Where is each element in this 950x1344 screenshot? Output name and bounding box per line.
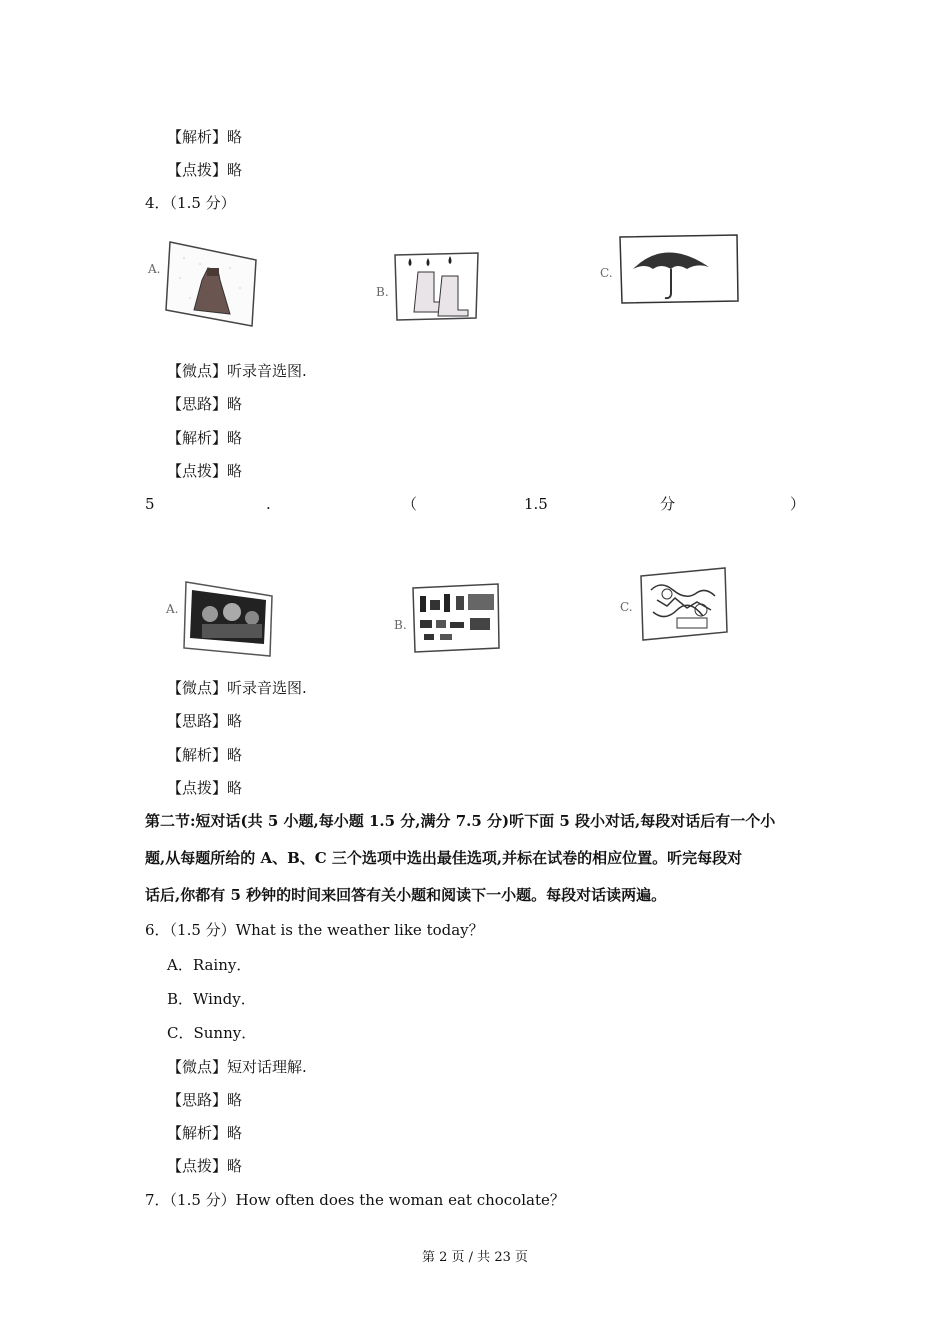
q6-option-c: C．Sunny． bbox=[167, 1024, 257, 1042]
q4-option-c-label: C. bbox=[600, 266, 613, 280]
raincoat-picture bbox=[160, 238, 260, 330]
q5-option-a-label: A. bbox=[166, 602, 179, 616]
q6-option-a: A．Rainy． bbox=[167, 956, 252, 974]
tag-approach: 【思路】略 bbox=[167, 1091, 243, 1109]
tag-tip: 【点拨】略 bbox=[167, 161, 243, 179]
sketch-picture bbox=[637, 566, 731, 644]
boots-picture bbox=[392, 250, 482, 322]
q6-option-b: B．Windy． bbox=[167, 990, 256, 1008]
q7-question: 7．（1.5 分）How often does the woman eat chocolate？ bbox=[145, 1191, 565, 1209]
tag-tip: 【点拨】略 bbox=[167, 462, 243, 480]
q5-option-b-label: B. bbox=[394, 618, 407, 632]
tag-approach: 【思路】略 bbox=[167, 395, 243, 413]
tag-point: 【微点】听录音选图. bbox=[167, 679, 307, 697]
umbrella-picture bbox=[617, 233, 741, 307]
tag-point: 【微点】听录音选图. bbox=[167, 362, 307, 380]
section-instructions-line-2: 题,从每题所给的 A、B、C 三个选项中选出最佳选项,并标在试卷的相应位置。听完每段对 bbox=[145, 849, 743, 867]
tag-analysis: 【解析】略 bbox=[167, 429, 243, 447]
q5-option-c-label: C. bbox=[620, 600, 633, 614]
tag-analysis: 【解析】略 bbox=[167, 746, 243, 764]
q6-question: 6．（1.5 分）What is the weather like today？ bbox=[145, 921, 484, 939]
tag-tip: 【点拨】略 bbox=[167, 1157, 243, 1175]
q4-option-b-label: B. bbox=[376, 285, 389, 299]
tag-tip: 【点拨】略 bbox=[167, 779, 243, 797]
tag-analysis: 【解析】略 bbox=[167, 128, 243, 146]
q4-number: 4．（1.5 分） bbox=[145, 194, 236, 212]
crowd-photo-picture bbox=[180, 578, 276, 660]
tag-approach: 【思路】略 bbox=[167, 712, 243, 730]
tag-point: 【微点】短对话理解. bbox=[167, 1058, 307, 1076]
sign-board-picture bbox=[410, 582, 502, 656]
section-instructions-line-3: 话后,你都有 5 秒钟的时间来回答有关小题和阅读下一小题。每段对话读两遍。 bbox=[145, 886, 667, 904]
q4-option-a-label: A. bbox=[148, 262, 161, 276]
tag-analysis: 【解析】略 bbox=[167, 1124, 243, 1142]
section-instructions-line-1: 第二节:短对话(共 5 小题,每小题 1.5 分,满分 7.5 分)听下面 5 段小对话,每段对话后有一个小 bbox=[145, 812, 776, 830]
page-footer: 第 2 页 / 共 23 页 bbox=[422, 1250, 528, 1265]
